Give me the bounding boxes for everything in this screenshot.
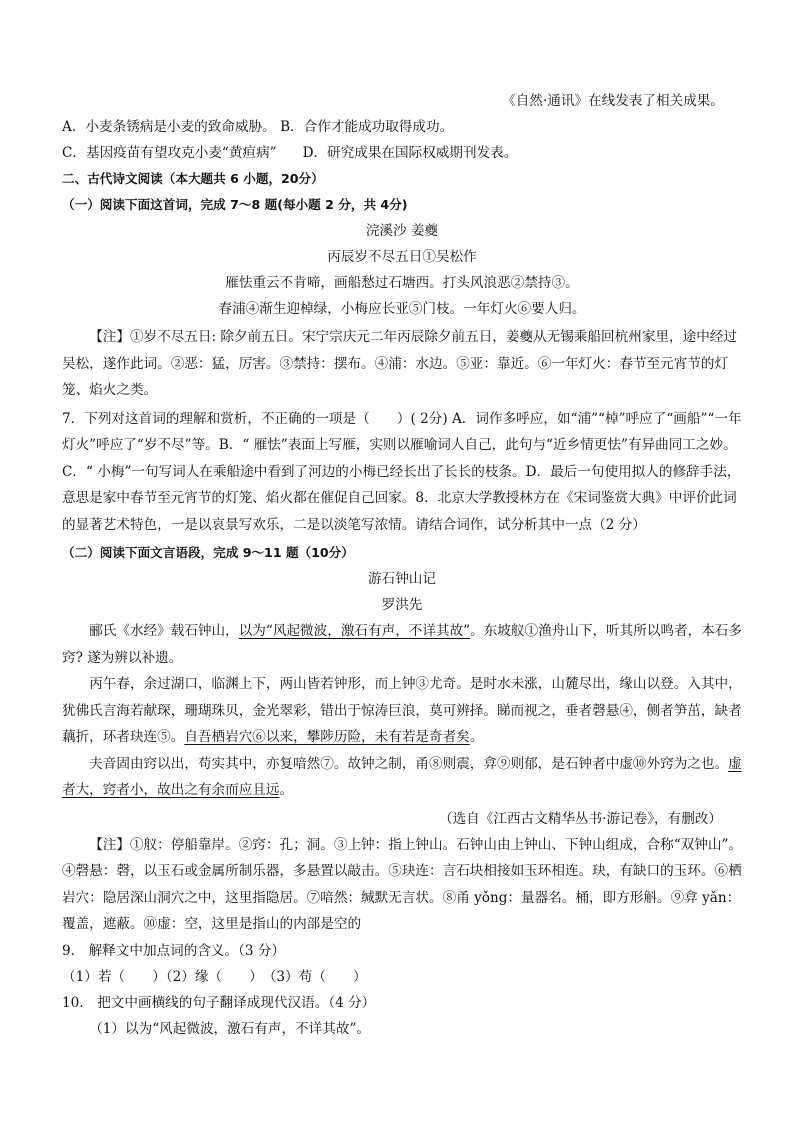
- essay-title: 游石钟山记: [368, 571, 436, 587]
- option-row-ab: [62, 114, 742, 140]
- question-7-8: 7．下列对这首词的理解和赏析，不正确的一项是（ ）( 2分) A．词作多呼应，如“浦”“棹”呼应了“画船”“一年灯火”呼应了“岁不尽”等。B．“ 雁怯”表面上写雁，实则以雁喻词人自己，此句与“近乡情更怯”有异曲同工之妙。C．“ 小梅”一句写词人在乘船途中看到了河边的小梅已经长出了长长的枝条。D．最后一句使用拟人的修辞手法，意思是家中春节至元宵节的灯笼、焰火都在催促自己回家。8．北京大学教授林方在《宋词鉴赏大典》中评价此词的显著艺术特色，一是以哀景写欢乐，二是以淡笔写浓情。请结合词作，试分析其中一点（2 分）: [62, 410, 742, 533]
- essay-p1-text-end: 。东坡舣①渔舟山下，听其所以鸣者，本石多窍? 遂为辨以补遗。: [62, 623, 742, 666]
- question-9: 9. 解释文中加点词的含义。（3 分）: [62, 942, 286, 959]
- option-b: B．合作才能成功取得成功。: [280, 119, 454, 135]
- essay-source: （选自《江西古文精华丛书·游记卷》，有删改）: [439, 810, 722, 827]
- question-9-items: （1）若（ ）（2）缘（ ） （3）苟（ ）: [62, 968, 367, 985]
- underlined-sentence-3: 虚者大，窍者小，故出之有余而应且远: [62, 755, 742, 798]
- essay-p3-text-end: 。: [279, 782, 294, 798]
- essay-p2-text: 丙午春，余过湖口，临渊上下，两山皆若钟形，而上钟③尤奇。是时水未涨，山麓尽出，缘山以登。入其中，犹佛氏言海若献琛，珊瑚珠贝，金光翠彩，错出于惊涛巨浪，莫可辨择。睇而视之，垂者磬悬④，侧者笋茁，缺者藕折，环者玦连⑤。: [62, 676, 742, 745]
- underlined-sentence-2: 自吾栖岩穴⑥以来，攀陟历险，未有若是奇者矣: [184, 729, 470, 745]
- essay-note: 【注】①舣：停船靠岸。②窍：孔；洞。③上钟：指上钟山。石钟山由上钟山、下钟山组成，合称“双钟山”。④磬悬：磬，以玉石或金属所制乐器，多悬置以敲击。⑤玦连：言石块相接如玉环相连。玦，有缺口的玉环。⑥栖岩穴：隐居深山洞穴之中，这里指隐居。⑦喑然：缄默无言状。⑧甬 yǒng：量器名。桶，即方形斛。⑨弇 yǎn：覆盖，遮蔽。⑩虚：空，这里是指山的内部是空的: [62, 836, 742, 932]
- essay-p2-text-end: 。: [469, 729, 484, 745]
- part1-heading: （一）阅读下面这首词，完成 7～8 题(每小题 2 分，共 4分): [62, 197, 408, 212]
- poem-line-1: 雁怯重云不肯啼，画船愁过石塘西。打头风浪恶②禁持③。: [225, 275, 579, 291]
- option-d: D．研究成果在国际权威期刊发表。: [302, 145, 518, 161]
- section-heading: 二、古代诗文阅读（本大题共 6 小题，20分）: [62, 171, 324, 186]
- essay-paragraph-3: [62, 751, 742, 804]
- question-10: 10. 把文中画横线的句子翻译成现代汉语。（4 分）: [62, 994, 376, 1011]
- essay-author: 罗洪先: [381, 597, 423, 613]
- option-a: A．小麦条锈病是小麦的致命威胁。: [62, 119, 276, 135]
- part2-heading: （二）阅读下面文言语段，完成 9～11 题（10分）: [62, 545, 354, 560]
- essay-paragraph-1: [62, 618, 742, 671]
- intro-tail: 《自然·通讯》在线发表了相关成果。: [502, 93, 724, 109]
- poem-note: 【注】①岁不尽五日: 除夕前五日。宋宁宗庆元二年丙辰除夕前五日，姜夔从无锡乘船回杭州家里，途中经过吴松，遂作此词。②恶：猛，厉害。③禁持：摆布。④浦：水边。⑤亚：靠近。⑥一年灯火：春节至元宵节的灯笼、焰火之类。: [62, 329, 737, 398]
- exam-page: [62, 88, 742, 1042]
- essay-p1-text: 郦氏《水经》载石钟山，: [89, 623, 239, 639]
- poem-title: 浣溪沙 姜夔: [365, 223, 439, 239]
- essay-p3-text: 夫音固由窍以出，苟实其中，亦复喑然⑦。故钟之制，甬⑧则震，弇⑨则郁，是石钟者中虚⑩外窍为之也。: [89, 755, 729, 772]
- essay-paragraph-2: [62, 671, 742, 751]
- poem-subtitle: 丙辰岁不尽五日①吴松作: [327, 249, 477, 265]
- question-10-item-1: （1）以为“风起微波，激石有声，不详其故”。: [89, 1020, 371, 1037]
- poem-line-2: 春浦④渐生迎棹绿，小梅应长亚⑤门枝。一年灯火⑥要人归。: [218, 301, 586, 317]
- underlined-sentence-1: 以为“风起微波，激石有声，不详其故”: [238, 623, 471, 639]
- option-c: C．基因疫苗有望攻克小麦“黄疸病”: [62, 145, 277, 161]
- option-row-cd: [62, 140, 742, 166]
